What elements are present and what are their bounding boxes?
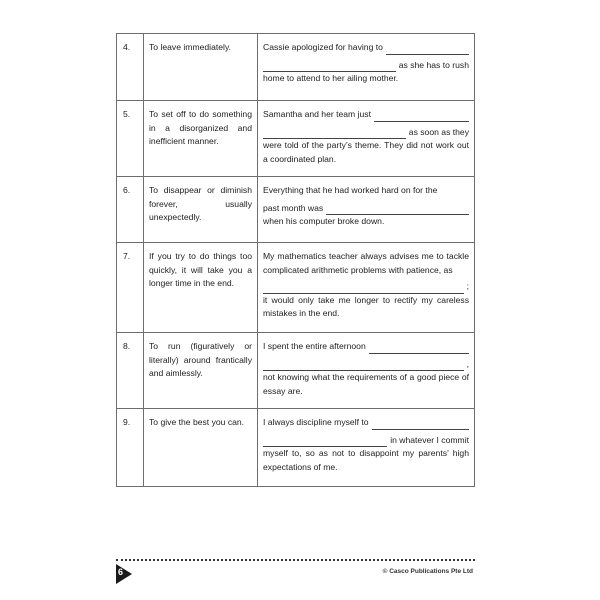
item-number: 8. [117, 333, 144, 409]
table-row [117, 243, 475, 333]
sentence-part: when his computer broke down. [263, 216, 385, 226]
answer-blank[interactable] [263, 361, 464, 371]
meaning-text: If you try to do things too quickly, it will take you a longer time in the end. [144, 243, 258, 333]
answer-blank[interactable] [263, 437, 387, 447]
sentence-cell [258, 243, 475, 333]
answer-blank[interactable] [263, 284, 464, 294]
sentence-cell [258, 333, 475, 409]
item-number: 4. [117, 34, 144, 101]
sentence-part: Everything that he had worked hard on for the [263, 185, 438, 195]
table-row [117, 34, 475, 101]
meaning-text: To set off to do something in a disorganized and inefficient manner. [144, 101, 258, 177]
meaning-text: To run (figuratively or literally) around frantically and aimlessly. [144, 333, 258, 409]
answer-blank[interactable] [326, 205, 469, 215]
sentence-part: in whatever I commit [390, 434, 469, 445]
sentence-part: as she has to rush [398, 59, 469, 70]
answer-blank[interactable] [369, 344, 469, 354]
sentence-part: as soon as they [408, 126, 469, 137]
answer-blank[interactable] [263, 62, 396, 72]
sentence-cell [258, 101, 475, 177]
answer-blank[interactable] [374, 112, 469, 122]
sentence-part: it would only take me longer to rectify my careless mistakes in the end. [263, 294, 469, 318]
copyright-notice: © Casco Publications Pte Ltd [382, 568, 473, 575]
answer-blank[interactable] [372, 420, 469, 430]
sentence-part: Samantha and her team just [263, 109, 371, 119]
item-number: 6. [117, 177, 144, 243]
table-row [117, 177, 475, 243]
sentence-part: My mathematics teacher always advises me to tackle complicated arithmetic problems with patience, as [263, 251, 469, 275]
sentence-part: not knowing what the requirements of a good piece of essay are. [263, 372, 469, 396]
sentence-part: I always discipline myself to [263, 417, 369, 427]
sentence-cell [258, 34, 475, 101]
item-number: 7. [117, 243, 144, 333]
meaning-text: To leave immediately. [144, 34, 258, 101]
idiom-exercise-table [116, 33, 475, 487]
sentence-part: ; [466, 281, 469, 291]
sentence-part: home to attend to her ailing mother. [263, 73, 399, 83]
sentence-part: Cassie apologized for having to [263, 42, 383, 52]
page-number: 6 [118, 567, 124, 577]
item-number: 9. [117, 409, 144, 487]
sentence-part: past month was [263, 202, 324, 213]
meaning-text: To give the best you can. [144, 409, 258, 487]
item-number: 5. [117, 101, 144, 177]
table-row [117, 409, 475, 487]
sentence-part: I spent the entire afternoon [263, 341, 366, 351]
table-row [117, 333, 475, 409]
sentence-part: , [466, 358, 469, 369]
answer-blank[interactable] [386, 45, 469, 55]
footer-dotted-rule [116, 559, 475, 561]
sentence-cell [258, 409, 475, 487]
sentence-part: myself to, so as not to disappoint my parents’ high expectations of me. [263, 448, 469, 472]
sentence-cell [258, 177, 475, 243]
answer-blank[interactable] [263, 129, 406, 139]
sentence-part: were told of the party’s theme. They did not work out a coordinated plan. [263, 140, 469, 164]
meaning-text: To disappear or diminish forever, usually unexpectedly. [144, 177, 258, 243]
table-row [117, 101, 475, 177]
